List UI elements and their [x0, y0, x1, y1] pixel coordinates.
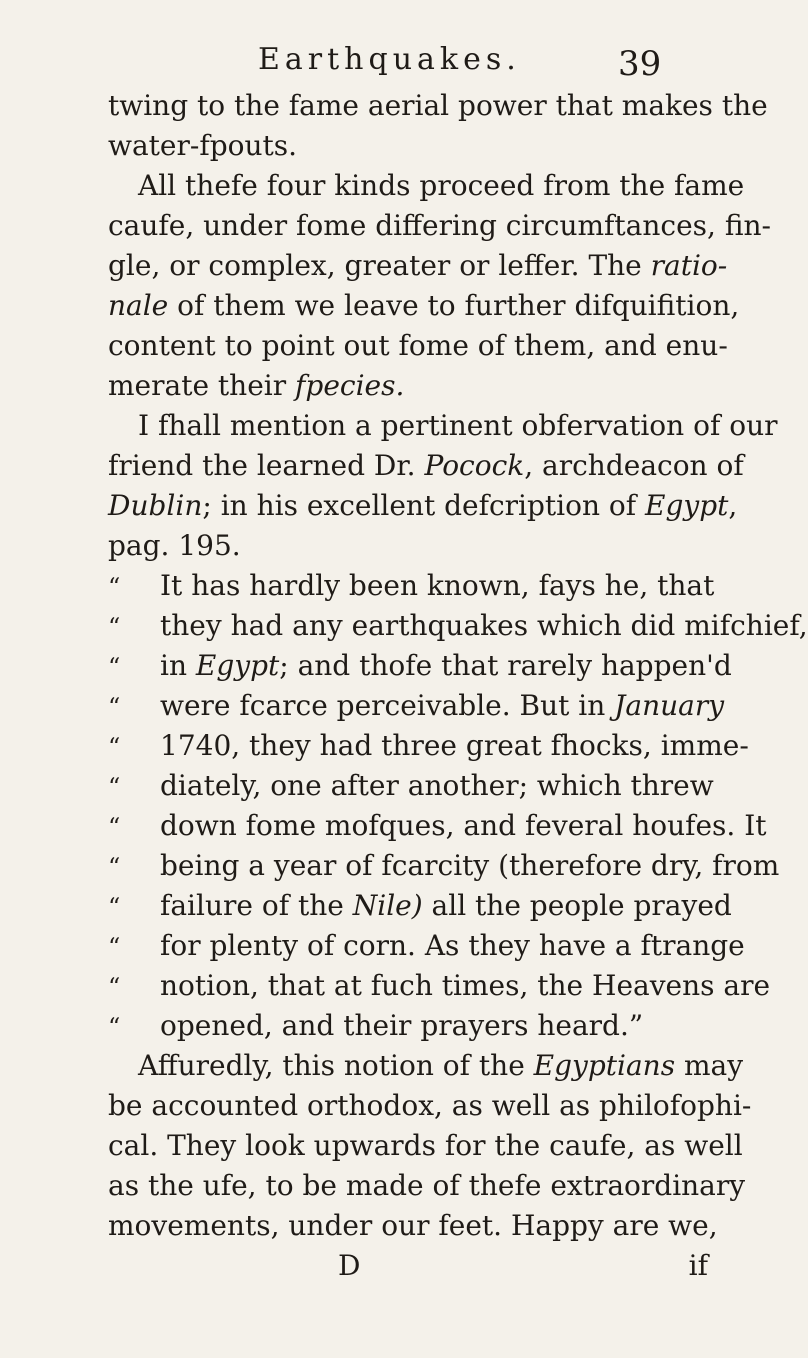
quote-mark: “	[108, 973, 121, 1001]
running-head: Earthquakes.	[258, 42, 521, 77]
text-line: I fhall mention a pertinent obfervation of our	[138, 409, 778, 442]
quote-mark: “	[108, 653, 121, 681]
quote-mark: “	[108, 613, 121, 641]
text-line: “ notion, that at fuch times, the Heavens are	[108, 966, 708, 1006]
text-line: friend the learned Dr. Pocock, archdeacon of	[108, 449, 744, 482]
italic-text: January	[614, 689, 725, 722]
text-line: content to point out fome of them, and enu-	[108, 329, 728, 362]
italic-text: Nile)	[352, 889, 423, 922]
text-line: Dublin; in his excellent defcription of Egypt,	[108, 489, 738, 522]
signature-mark: D	[338, 1249, 361, 1282]
text-line: caufe, under fome differing circumftances, fin-	[108, 209, 771, 242]
page-number: 39	[618, 44, 662, 84]
page-header	[0, 30, 800, 90]
quote-mark: “	[108, 853, 121, 881]
catch-line	[108, 1246, 708, 1286]
text-line: All thefe four kinds proceed from the fame	[138, 169, 745, 202]
quote-mark: “	[108, 693, 121, 721]
text-line: “ in Egypt; and thofe that rarely happen'd	[108, 646, 708, 686]
text-line: be accounted orthodox, as well as philofophi-	[108, 1089, 752, 1122]
text-line: “ 1740, they had three great fhocks, imme-	[108, 726, 708, 766]
text-line: “ failure of the Nile) all the people prayed	[108, 886, 708, 926]
italic-text: fpecies.	[295, 369, 405, 402]
text-line: gle, or complex, greater or leffer. The ratio-	[108, 249, 728, 282]
text-line: merate their fpecies.	[108, 369, 405, 402]
italic-text: Egypt	[195, 649, 280, 682]
italic-text: Egypt	[645, 489, 729, 522]
body-text	[108, 86, 808, 1286]
italic-text: Dublin	[108, 489, 203, 522]
text-line: pag. 195.	[108, 529, 241, 562]
text-line: cal. They look upwards for the caufe, as well	[108, 1129, 743, 1162]
text-line: as the ufe, to be made of thefe extraordinary	[108, 1169, 746, 1202]
text-line: twing to the fame aerial power that makes the	[108, 89, 768, 122]
italic-text: nale	[108, 289, 169, 322]
text-line: “ were fcarce perceivable. But in January	[108, 686, 708, 726]
quote-mark: “	[108, 733, 121, 761]
text-line: “ being a year of fcarcity (therefore dry, from	[108, 846, 708, 886]
quote-mark: “	[108, 573, 121, 601]
text-line: water-fpouts.	[108, 129, 298, 162]
text-line: “ diately, one after another; which threw	[108, 766, 708, 806]
text-line: “ for plenty of corn. As they have a ftrange	[108, 926, 708, 966]
text-line: “ they had any earthquakes which did mifchief,	[108, 606, 708, 646]
italic-text: ratio-	[650, 249, 728, 282]
catchword: if	[688, 1249, 708, 1282]
text-line: “ It has hardly been known, fays he, that	[108, 566, 708, 606]
quote-mark: “	[108, 893, 121, 921]
quote-mark: “	[108, 933, 121, 961]
quote-mark: “	[108, 813, 121, 841]
text-line: Affuredly, this notion of the Egyptians may	[138, 1049, 744, 1082]
text-line: “ opened, and their prayers heard.”	[108, 1006, 708, 1046]
quote-mark: “	[108, 1013, 121, 1041]
text-line: “ down fome mofques, and feveral houfes. It	[108, 806, 708, 846]
text-line: movements, under our feet. Happy are we,	[108, 1209, 718, 1242]
italic-text: Egyptians	[533, 1049, 676, 1082]
text-line: nale of them we leave to further difquifition,	[108, 289, 740, 322]
italic-text: Pocock	[424, 449, 525, 482]
quote-mark: “	[108, 773, 121, 801]
